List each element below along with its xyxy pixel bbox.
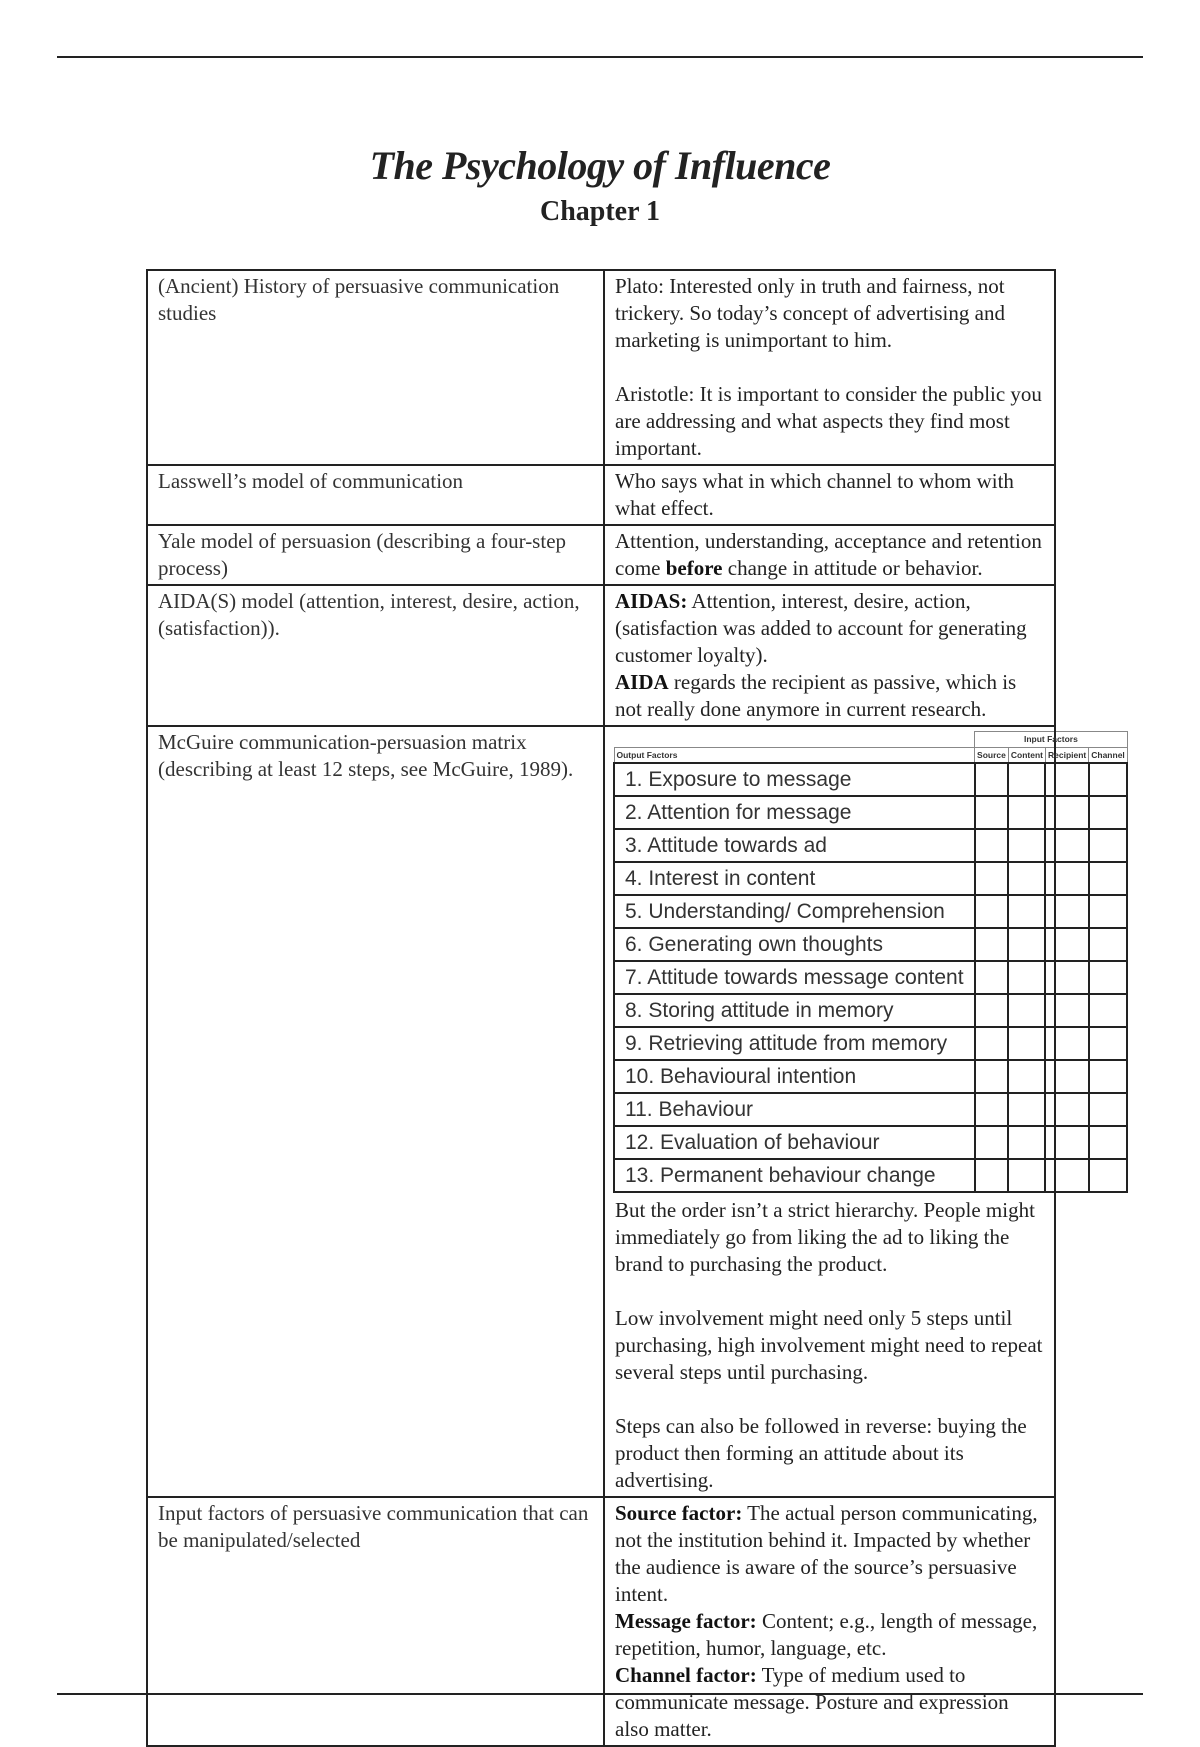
topic-text: Input factors of persuasive communication that can be manipulated/selected <box>158 1501 589 1552</box>
matrix-row <box>614 1093 1127 1126</box>
notes-cell <box>604 726 1125 1497</box>
matrix-input-header: Input Factors <box>975 732 1128 748</box>
note-paragraph: Aristotle: It is important to consider the public you are addressing and what aspects they find most important. <box>615 382 1042 460</box>
notes-cell <box>604 525 1055 585</box>
term-label: AIDA <box>615 670 669 694</box>
matrix-step: 9. Retrieving attitude from memory <box>614 1027 975 1060</box>
notes-cell <box>604 1497 1055 1746</box>
note-paragraph: Plato: Interested only in truth and fairness, not trickery. So today’s concept of advertising and marketing is unimportant to him. <box>615 274 1005 352</box>
matrix-step: 6. Generating own thoughts <box>614 928 975 961</box>
matrix-row <box>614 829 1127 862</box>
table-row <box>147 1497 1055 1746</box>
note-paragraph <box>615 1608 1044 1662</box>
note-paragraph <box>615 1500 1044 1608</box>
matrix-step: 2. Attention for message <box>614 796 975 829</box>
matrix-step: 7. Attitude towards message content <box>614 961 975 994</box>
matrix-output-header: Output Factors <box>614 747 975 763</box>
matrix-header-row <box>614 747 1127 763</box>
note-paragraph: But the order isn’t a strict hierarchy. People might immediately go from liking the ad to liking the brand to purchasing the product. <box>615 1198 1035 1276</box>
matrix-step: 4. Interest in content <box>614 862 975 895</box>
notes-cell <box>604 270 1055 465</box>
note-paragraph: Low involvement might need only 5 steps until purchasing, high involvement might need to repeat several steps until purchasing. <box>615 1306 1043 1384</box>
matrix-row <box>614 1027 1127 1060</box>
notes-table <box>146 269 1125 1747</box>
matrix-step: 13. Permanent behaviour change <box>614 1159 975 1192</box>
topic-cell <box>147 270 604 465</box>
chapter-subtitle: Chapter 1 <box>539 196 661 227</box>
matrix-step: 5. Understanding/ Comprehension <box>614 895 975 928</box>
matrix-row <box>614 961 1127 994</box>
matrix-column-header: Channel <box>1089 747 1128 763</box>
term-label: Source factor: <box>615 1501 743 1525</box>
topic-cell <box>147 1497 604 1746</box>
matrix-column-header: Content <box>1008 747 1045 763</box>
table-row <box>147 525 1055 585</box>
topic-text: Lasswell’s model of communication <box>158 469 464 493</box>
note-text: regards the recipient as passive, which is not really done anymore in current research. <box>615 670 1017 721</box>
table-row <box>147 270 1055 465</box>
note-paragraph: Steps can also be followed in reverse: buying the product then forming an attitude about its advertising. <box>615 1414 1027 1492</box>
matrix-row <box>614 1060 1127 1093</box>
emphasis-text: before <box>665 556 723 580</box>
table-row <box>147 726 1055 1497</box>
note-paragraph <box>615 528 1044 582</box>
matrix-row <box>614 1126 1127 1159</box>
table-row <box>147 585 1055 726</box>
matrix-row <box>614 763 1127 796</box>
matrix-step: 8. Storing attitude in memory <box>614 994 975 1027</box>
notes-cell <box>604 585 1055 726</box>
top-rule <box>57 56 1143 58</box>
note-text: change in attitude or behavior. <box>722 556 983 580</box>
note-text: Attention, understanding, acceptance and retention come <box>615 529 1042 580</box>
note-paragraph <box>615 669 1044 723</box>
topic-cell <box>147 525 604 585</box>
matrix-corner <box>614 732 975 748</box>
mcguire-matrix-image <box>613 731 1128 1193</box>
matrix-row <box>614 1159 1127 1192</box>
matrix-row <box>614 862 1127 895</box>
note-text: Content; e.g., length of message, repetition, humor, language, etc. <box>615 1609 1038 1660</box>
matrix-column-header: Recipient <box>1045 747 1088 763</box>
matrix-row <box>614 994 1127 1027</box>
topic-cell <box>147 585 604 726</box>
table-row <box>147 465 1055 525</box>
topic-text: Yale model of persuasion (describing a four-step process) <box>158 529 567 580</box>
term-label: Channel factor: <box>615 1663 757 1687</box>
matrix-row <box>614 895 1127 928</box>
matrix-step: 10. Behavioural intention <box>614 1060 975 1093</box>
topic-cell <box>147 726 604 1497</box>
matrix-row <box>614 796 1127 829</box>
note-text: Attention, interest, desire, action, (satisfaction was added to account for generating customer loyalty). <box>615 589 1027 667</box>
matrix-header-row <box>614 732 1127 748</box>
matrix-column-header: Source <box>975 747 1009 763</box>
matrix-row <box>614 928 1127 961</box>
topic-text: McGuire communication-persuasion matrix (describing at least 12 steps, see McGuire, 1989). <box>158 730 574 781</box>
term-label: Message factor: <box>615 1609 757 1633</box>
page-title: The Psychology of Influence <box>369 143 831 188</box>
term-label: AIDAS: <box>615 589 688 613</box>
notes-cell <box>604 465 1055 525</box>
note-paragraph: Who says what in which channel to whom with what effect. <box>615 469 1014 520</box>
matrix-step: 12. Evaluation of behaviour <box>614 1126 975 1159</box>
note-paragraph <box>615 1662 1044 1743</box>
note-paragraph <box>615 588 1044 669</box>
note-text: Type of medium used to communicate message. Posture and expression also matter. <box>615 1663 1009 1741</box>
topic-text: AIDA(S) model (attention, interest, desire, action, (satisfaction)). <box>158 589 580 640</box>
topic-cell <box>147 465 604 525</box>
matrix-step: 3. Attitude towards ad <box>614 829 975 862</box>
matrix-step: 1. Exposure to message <box>614 763 975 796</box>
topic-text: (Ancient) History of persuasive communication studies <box>158 274 560 325</box>
matrix-step: 11. Behaviour <box>614 1093 975 1126</box>
note-text: The actual person communicating, not the institution behind it. Impacted by whether the audience is aware of the source’s persuasive intent. <box>615 1501 1038 1606</box>
bottom-rule <box>57 1693 1143 1695</box>
